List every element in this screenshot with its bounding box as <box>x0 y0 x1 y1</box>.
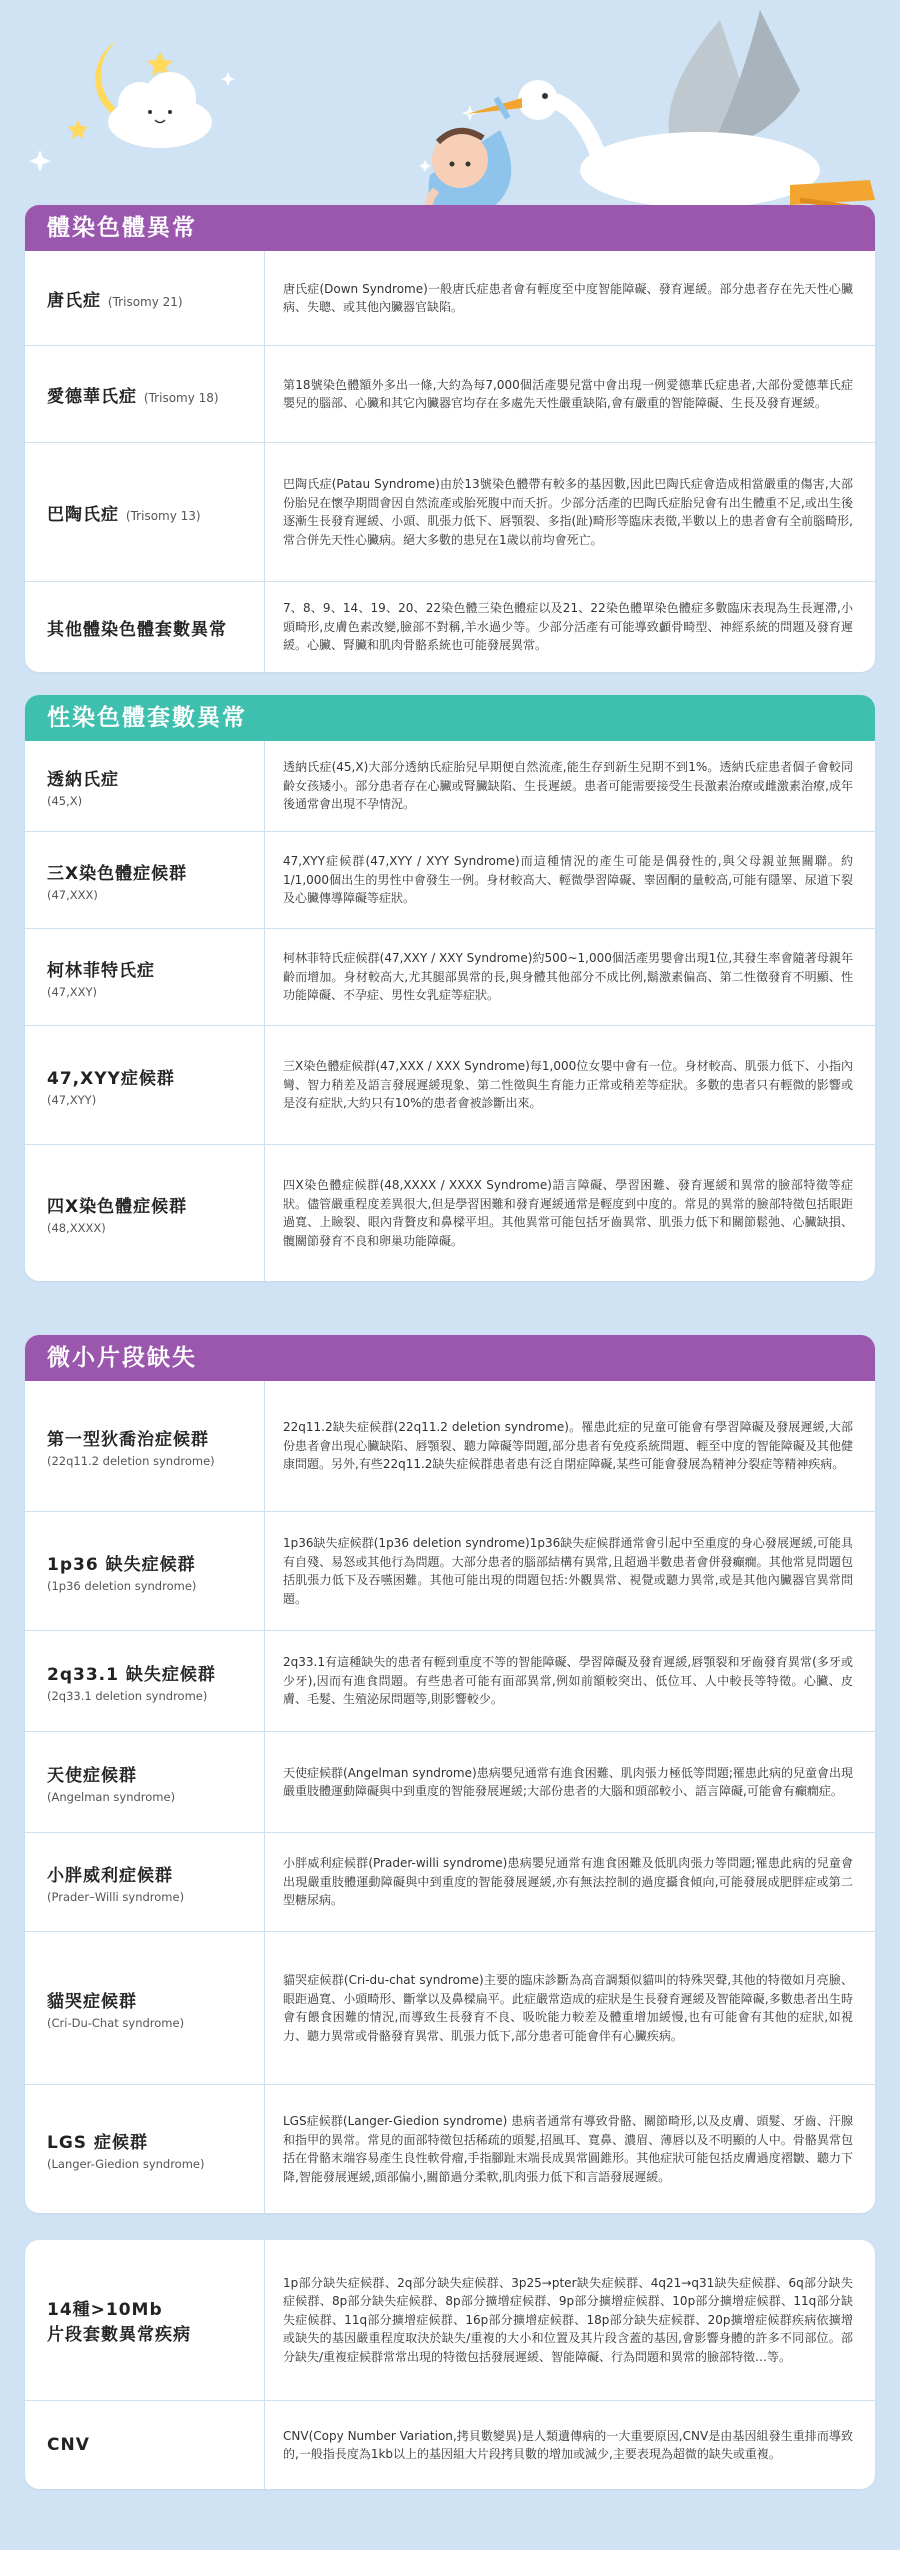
disease-name: 三X染色體症候群 <box>47 863 188 884</box>
section-chromosome <box>25 205 875 672</box>
disease-code: (Prader–Willi syndrome) <box>47 1889 185 1904</box>
disease-name: 第一型狄喬治症候群 <box>47 1429 209 1450</box>
disease-description: 小胖威利症候群(Prader-willi syndrome)患病嬰兒通常有進食困難及低肌肉張力等問題;罹患此病的兒童會出現嚴重肢體運動障礙與中到重度的智能發展遲緩,亦有無法控制的過度攝食傾向,可能發展成肥胖症或第二型糖尿病。 <box>283 1856 853 1908</box>
disease-description: 天使症候群(Angelman syndrome)患病嬰兒通常有進食困難、肌肉張力極低等問題;罹患此病的兒童會出現嚴重肢體運動障礙與中到重度的智能發展遲緩;大部份患者的大腦和頭部較小、語言障礙,可能會有癲癇症。 <box>283 1765 853 1798</box>
table-row <box>25 1731 875 1832</box>
table-row <box>25 1832 875 1931</box>
disease-code: (22q11.2 deletion syndrome) <box>47 1453 215 1468</box>
table-row <box>25 2084 875 2213</box>
disease-code: (Trisomy 13) <box>125 508 201 523</box>
disease-description: 巴陶氏症(Patau Syndrome)由於13號染色體帶有較多的基因數,因此巴陶氏症會造成相當嚴重的傷害,大部份胎兒在懷孕期間會因自然流產或胎死腹中而夭折。少部分活產的巴陶氏症胎兒會有出生體重不足,或出生後逐漸生長發育遲緩、小頭、肌張力低下、唇顎裂、多指(趾)畸形等臨床表徵,半數以上的患者會有全前腦畸形,常合併先天性心臟病。絕大多數的患兒在1歲以前均會死亡。 <box>283 477 853 547</box>
disease-name: 柯林菲特氏症 <box>47 960 155 981</box>
disease-description: LGS症候群(Langer-Giedion syndrome) 患病者通常有導致骨骼、關節畸形,以及皮膚、頭髮、牙齒、汗腺和指甲的異常。常見的面部特徵包括稀疏的頭髮,招風耳、寬鼻、濃眉、薄唇以及不明顯的人中。骨骼異常包括在骨骼末端容易產生良性軟骨瘤,手指腳趾末端長成異常圓錐形。其他症狀可能包括皮膚過度褶皺、聽力下降,智能發展遲緩,頭部偏小,關節過分柔軟,肌肉張力低下和言語發展遲緩。 <box>283 2114 853 2184</box>
disease-name-line2: 片段套數異常疾病 <box>47 2325 191 2345</box>
hero-illustration <box>0 0 900 210</box>
disease-description: 三X染色體症候群(47,XXX / XXX Syndrome)每1,000位女嬰中會有一位。身材較高、肌張力低下、小指內彎、智力稍差及語言發展遲緩現象、第二性徵與生育能力正常或稍差等症狀。多數的患者只有輕微的影響或是沒有症狀,大約只有10%的患者會被診斷出來。 <box>283 1059 853 1111</box>
disease-description: 7、8、9、14、19、20、22染色體三染色體症以及21、22染色體單染色體症多數臨床表現為生長遲滯,小頭畸形,皮膚色素改變,臉部不對稱,羊水過少等。少部分活產有可能導致顱骨畸型、神經系統的問題及發育遲緩。心臟、腎臟和肌肉骨骼系統也可能發展異常。 <box>283 601 853 653</box>
section-title: 微小片段缺失 <box>25 1335 875 1381</box>
disease-code: (47,XXX) <box>47 887 98 902</box>
disease-name: CNV <box>47 2435 90 2455</box>
section-title: 性染色體套數異常 <box>25 695 875 741</box>
disease-code: (48,XXXX) <box>47 1220 106 1235</box>
disease-description: 柯林菲特氏症候群(47,XXY / XXY Syndrome)約500~1,000個活產男嬰會出現1位,其發生率會隨著母親年齡而增加。身材較高大,尤其腿部異常的長,與身體其他部分不成比例,鬍激素偏高、第二性徵發育不明顯、性功能障礙、不孕症、男性女乳症等症狀。 <box>283 951 853 1003</box>
disease-code: (Trisomy 21) <box>107 294 183 309</box>
disease-name: 巴陶氏症 <box>47 504 119 525</box>
disease-description: 唐氏症(Down Syndrome)一般唐氏症患者會有輕度至中度智能障礙、發育遲緩。部分患者存在先天性心臟病、失聰、或其他內臟器官缺陷。 <box>283 281 853 314</box>
disease-code: (2q33.1 deletion syndrome) <box>47 1688 208 1703</box>
cloud-icon <box>108 72 212 148</box>
table-row <box>25 581 875 672</box>
disease-name: 小胖威利症候群 <box>47 1865 173 1886</box>
disease-code: (Trisomy 18) <box>143 390 219 405</box>
disease-description: 1p36缺失症候群(1p36 deletion syndrome)1p36缺失症候群通常會引起中至重度的身心發展遲緩,可能具有自殘、易怒或其他行為問題。大部分患者的腦部結構有異常,且超過半數患者會併發癲癇。其他常見問題包括肌張力低下及吞嚥困難。其他可能出現的問題包括:外觀異常、視覺或聽力異常,或是其他內臟器官異常問題。 <box>283 1536 853 1606</box>
table-row <box>25 831 875 928</box>
table-row <box>25 741 875 831</box>
table-row <box>25 1931 875 2084</box>
disease-code: (47,XYY) <box>47 1092 97 1107</box>
disease-name: 貓哭症候群 <box>47 1991 137 2012</box>
table-row <box>25 2400 875 2489</box>
disease-description: 1p部分缺失症候群、2q部分缺失症候群、3p25→pter缺失症候群、4q21→q31缺失症候群、6q部分缺失症候群、8p部分缺失症候群、8p部分擴增症候群、9p部分擴增症候群、10p部分擴增症候群、11q部分缺失症候群、11q部分擴增症候群、16p部分擴增症候群、18p部分缺失症候群、20p擴增症候群疾病依擴增或缺失的基因嚴重程度取決於缺失/重複的大小和位置及其片段含蓋的基因,會影響身體的許多不同部位。部分缺失/重複症候群常常出現的特徵包括發展遲緩、智能障礙、行為問題和異常的臉部特徵…等。 <box>283 2275 853 2364</box>
disease-description: 47,XYY症候群(47,XYY / XYY Syndrome)而這種情況的產生可能是偶發性的,與父母親並無關聯。約1/1,000個出生的男性中會發生一例。身材較高大、輕微學習障礙、睾固酮的量較高,可能有隱睪、尿道下裂及心臟傳導障礙等症狀。 <box>283 854 853 906</box>
disease-code: (45,X) <box>47 793 83 808</box>
disease-description: 22q11.2缺失症候群(22q11.2 deletion syndrome)。罹患此症的兒童可能會有學習障礙及發展遲緩,大部份患者會出現心臟缺陷、唇顎裂、聽力障礙等問題,部分患者有免疫系統問題、輕至中度的智能障礙及其他健康問題。另外,有些22q11.2缺失症候群患者患有泛自閉症障礙,某些可能會發展為精神分裂症等精神疾病。 <box>283 1420 853 1472</box>
table-row <box>25 345 875 442</box>
disease-code: (Langer-Giedion syndrome) <box>47 2156 205 2171</box>
disease-description: 2q33.1有這種缺失的患者有輕到重度不等的智能障礙、學習障礙及發育遲緩,唇顎裂和牙齒發育異常(多牙或少牙),因而有進食問題。有些患者可能有面部異常,例如前額較突出、低位耳、人中較長等特徵。心臟、皮膚、毛髮、生殖泌尿問題等,則影響較少。 <box>283 1655 853 1707</box>
section-title: 體染色體異常 <box>25 205 875 251</box>
table-row <box>25 1381 875 1511</box>
section-microdeletion <box>25 1335 875 2213</box>
disease-description: 貓哭症候群(Cri-du-chat syndrome)主要的臨床診斷為高音調類似貓叫的特殊哭聲,其他的特徵如月亮臉、眼距過寬、小頭畸形、斷掌以及鼻樑扁平。此症嚴常造成的症狀是生長發育遲緩及智能障礙,多數患者出生時會有餵食困難的情況,而導致生長發育不良、吸吮能力較差及體重增加緩慢,也有可能會有其他的症狀,如視力、聽力異常或骨骼發育異常、肌張力低下,部分患者可能會伴有心臟疾病。 <box>283 1973 853 2043</box>
section-sex-chromosome <box>25 695 875 1281</box>
disease-description: 第18號染色體額外多出一條,大約為每7,000個活產嬰兒當中會出現一例愛德華氏症患者,大部份愛德華氏症嬰兒的腦部、心臟和其它內臟器官均存在多處先天性嚴重缺陷,會有嚴重的智能障礙、生長及發育遲緩。 <box>283 377 853 410</box>
disease-code: (47,XXY) <box>47 984 98 999</box>
disease-name: 47,XYY症候群 <box>47 1068 175 1089</box>
disease-code: (1p36 deletion syndrome) <box>47 1578 197 1593</box>
table-row <box>25 1511 875 1630</box>
disease-name: 透納氏症 <box>47 769 119 790</box>
disease-name: 14種>10Mb <box>47 2300 163 2320</box>
table-row <box>25 2240 875 2400</box>
disease-name: 2q33.1 缺失症候群 <box>47 1664 216 1685</box>
table-row <box>25 1144 875 1281</box>
table-row <box>25 442 875 581</box>
disease-name: 1p36 缺失症候群 <box>47 1554 196 1575</box>
disease-name: 愛德華氏症 <box>47 386 137 407</box>
disease-name: LGS 症候群 <box>47 2132 148 2153</box>
disease-name: 四X染色體症候群 <box>47 1196 188 1217</box>
table-row <box>25 928 875 1025</box>
stork-icon <box>467 10 875 210</box>
disease-name: 其他體染色體套數異常 <box>47 619 227 640</box>
disease-code: (Cri-Du-Chat syndrome) <box>47 2015 185 2030</box>
table-row <box>25 1630 875 1731</box>
disease-description: CNV(Copy Number Variation,拷貝數變異)是人類遺傳病的一大重要原因,CNV是由基因組發生重排而導致的,一般指長度為1kb以上的基因組大片段拷貝數的增加或減少,主要表現為超微的缺失或重複。 <box>283 2428 853 2461</box>
section-other <box>25 2240 875 2489</box>
disease-code: (Angelman syndrome) <box>47 1789 176 1804</box>
table-row <box>25 1025 875 1144</box>
disease-name: 天使症候群 <box>47 1765 137 1786</box>
disease-name: 唐氏症 <box>47 290 101 311</box>
disease-description: 四X染色體症候群(48,XXXX / XXXX Syndrome)語言障礙、學習困難、發育遲緩和異常的臉部特徵等症狀。儘管嚴重程度差異很大,但是學習困難和發育遲緩通常是輕度到中度的。常見的異常的臉部特徵包括眼距過寬、上瞼裂、眼內背贅皮和鼻樑平坦。其他異常可能包括牙齒異常、肌張力低下和關節鬆弛、心臟缺損、髖關節發育不良和卵巢功能障礙。 <box>283 1178 853 1248</box>
disease-description: 透納氏症(45,X)大部分透納氏症胎兒早期便自然流產,能生存到新生兒期不到1%。透納氏症患者個子會較同齡女孩矮小。部分患者存在心臟或腎臟缺陷、生長遲緩。患者可能需要接受生長激素治療或雌激素治療,成年後通常會出現不孕情況。 <box>283 760 853 812</box>
table-row <box>25 251 875 345</box>
